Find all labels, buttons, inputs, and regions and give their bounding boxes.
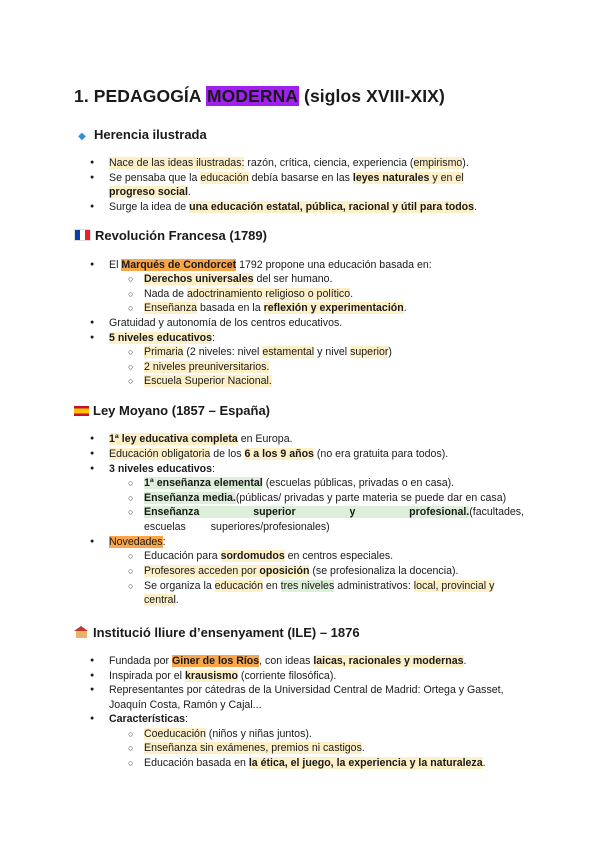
heading-revolucion-francesa: Revolución Francesa (1789) bbox=[74, 228, 267, 243]
sub-list-item: ○ 2 niveles preuniversitarios. bbox=[144, 360, 269, 375]
list-item: ● Surge la idea de una educación estatal, pública, racional y útil para todos. bbox=[109, 200, 477, 215]
blue-diamond-icon: ◆ bbox=[78, 131, 86, 142]
sub-list-item: ○ Enseñanza media.(públicas/ privadas y parte materia se puede dar en casa) bbox=[144, 491, 506, 506]
sub-list-item: ○ Enseñanza superior y profesional.(facultades, escuelas superiores/profesionales) bbox=[144, 505, 524, 534]
list-item: ● Se pensaba que la educación debía basarse en las leyes naturales y en el bbox=[109, 171, 464, 186]
heading-herencia-ilustrada: ◆ Herencia ilustrada bbox=[74, 127, 207, 142]
list-item: ● Nace de las ideas ilustradas: razón, crítica, ciencia, experiencia (empirismo). bbox=[109, 156, 469, 171]
sub-list-item: ○ Coeducación (niños y niñas juntos). bbox=[144, 727, 312, 742]
list-item: ● 1ª ley educativa completa en Europa. bbox=[109, 432, 293, 447]
sub-list-item-continuation: central. bbox=[144, 594, 179, 606]
sub-list-item: ○ Se organiza la educación en tres niveles administrativos: local, provincial y bbox=[144, 579, 494, 594]
spain-flag-icon bbox=[74, 406, 89, 416]
list-item: ● 5 niveles educativos: bbox=[109, 331, 215, 346]
list-item: ● El Marqués de Condorcet 1792 propone una educación basada en: bbox=[109, 258, 432, 273]
sub-list-item: ○ Educación basada en la ética, el juego, la experiencia y la naturaleza. bbox=[144, 756, 486, 771]
heading-ley-moyano: Ley Moyano (1857 – España) bbox=[74, 403, 270, 418]
list-item: ● Fundada por Giner de los Ríos, con ideas laicas, racionales y modernas. bbox=[109, 654, 466, 669]
sub-list-item: ○ Nada de adoctrinamiento religioso o político. bbox=[144, 287, 353, 302]
sub-list-item: ○ Enseñanza sin exámenes, premios ni castigos. bbox=[144, 741, 365, 756]
france-flag-icon bbox=[74, 229, 91, 241]
school-icon bbox=[74, 626, 89, 638]
sub-list-item: ○ Derechos universales del ser humano. bbox=[144, 272, 332, 287]
list-item: ● Novedades: bbox=[109, 535, 166, 550]
list-item: ● Gratuidad y autonomía de los centros educativos. bbox=[109, 316, 342, 331]
sub-list-item: ○ Primaria (2 niveles: nivel estamental y nivel superior) bbox=[144, 345, 392, 360]
title-highlight: MODERNA bbox=[206, 86, 299, 106]
list-item-continuation: progreso social. bbox=[109, 186, 191, 198]
list-item: ● 3 niveles educativos: bbox=[109, 462, 215, 477]
list-item: ● Inspirada por el krausismo (corriente filosófica). bbox=[109, 669, 336, 684]
page-title: 1. PEDAGOGÍA MODERNA (siglos XVIII-XIX) bbox=[74, 86, 445, 106]
list-item: ● Características: bbox=[109, 712, 188, 727]
sub-list-item: ○ Profesores acceden por oposición (se profesionaliza la docencia). bbox=[144, 564, 458, 579]
sub-list-item: ○ Escuela Superior Nacional. bbox=[144, 374, 272, 389]
list-item-continuation: Joaquín Costa, Ramón y Cajal... bbox=[109, 699, 262, 711]
sub-list-item: ○ 1ª enseñanza elemental (escuelas públicas, privadas o en casa). bbox=[144, 476, 454, 491]
heading-ile: Institució lliure d’ensenyament (ILE) – 1876 bbox=[74, 625, 360, 640]
sub-list-item: ○ Educación para sordomudos en centros especiales. bbox=[144, 549, 393, 564]
list-item: ● Representantes por cátedras de la Universidad Central de Madrid: Ortega y Gasset, bbox=[109, 683, 504, 698]
list-item: ● Educación obligatoria de los 6 a los 9 años (no era gratuita para todos). bbox=[109, 447, 448, 462]
sub-list-item: ○ Enseñanza basada en la reflexión y experimentación. bbox=[144, 301, 407, 316]
